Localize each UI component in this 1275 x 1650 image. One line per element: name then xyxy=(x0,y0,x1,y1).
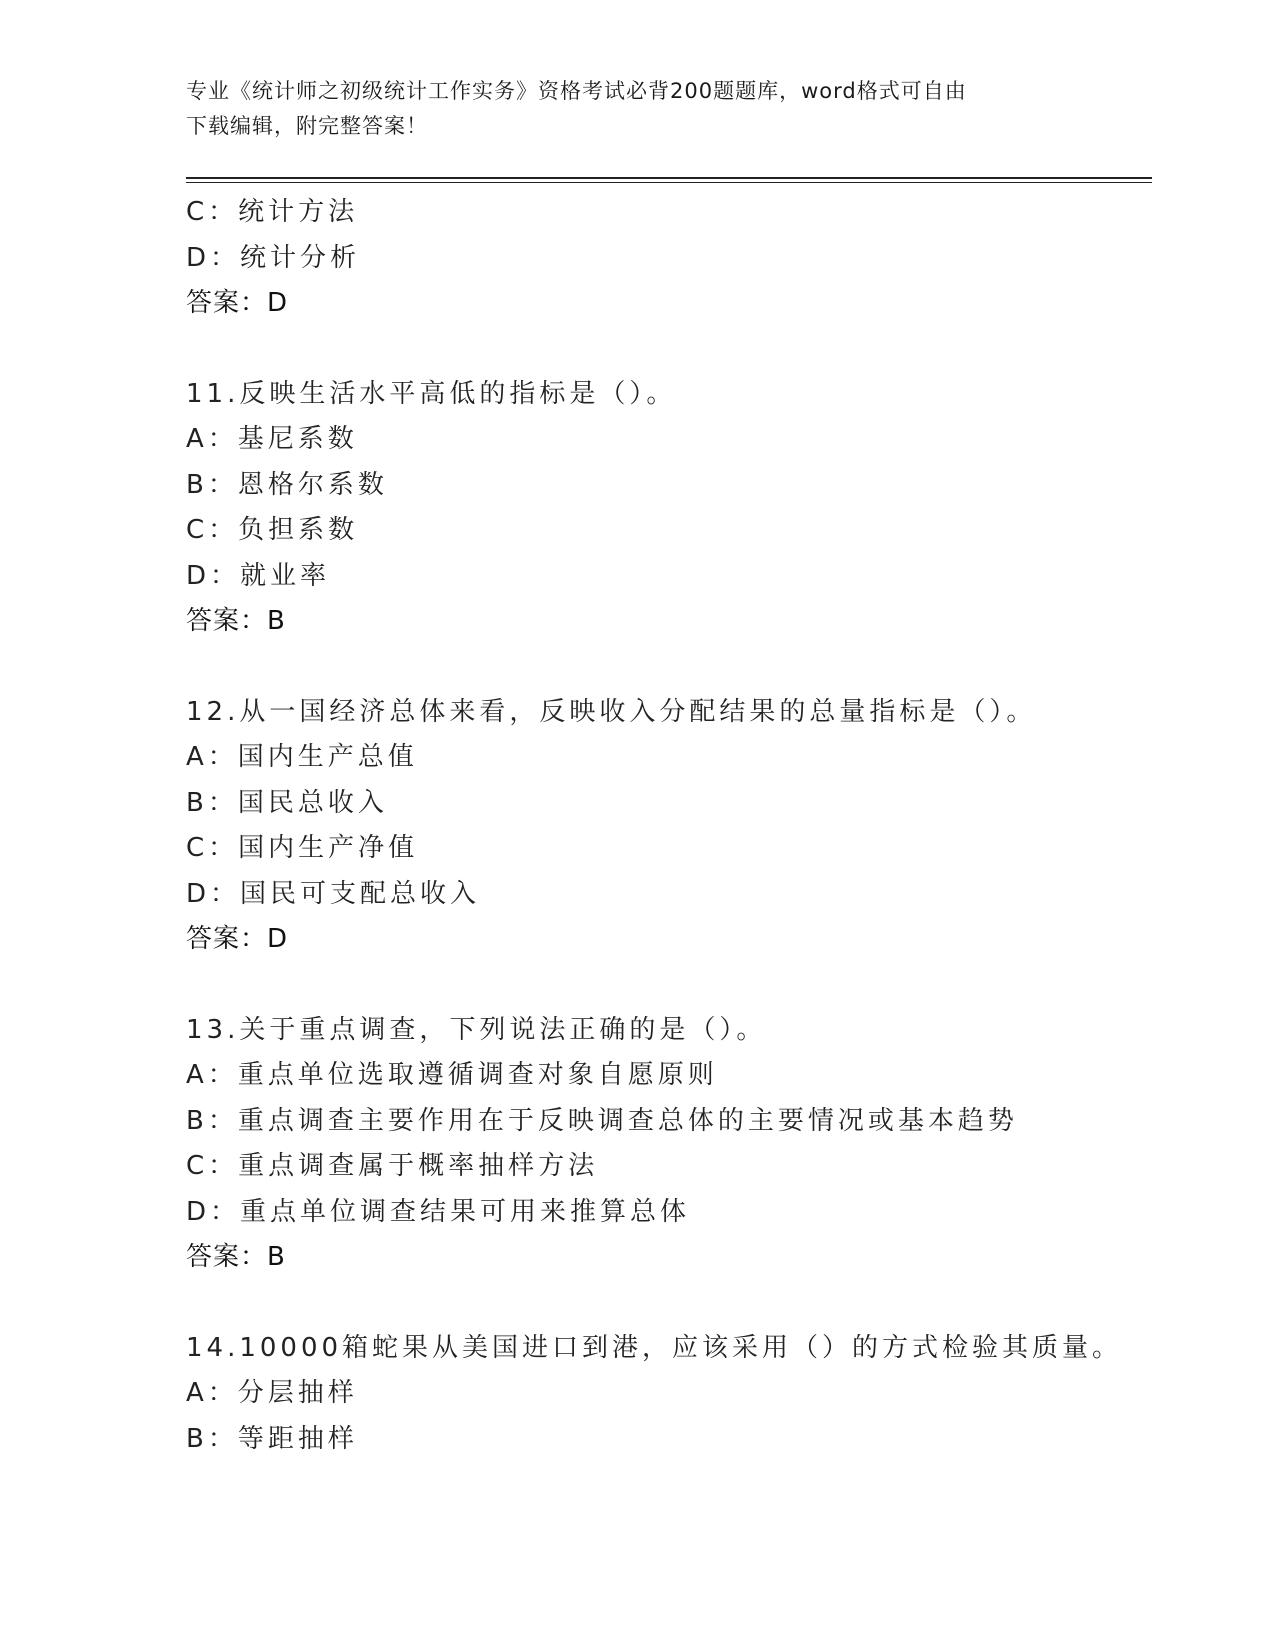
document-header xyxy=(186,74,1086,144)
answer-line: 答案：B xyxy=(186,1242,286,1272)
question-stem: 11.反映生活水平高低的指标是（）。 xyxy=(186,378,677,409)
option-b: B：重点调查主要作用在于反映调查总体的主要情况或基本趋势 xyxy=(186,1105,1018,1136)
option-a: A：国内生产总值 xyxy=(186,742,418,772)
option-b: B：国民总收入 xyxy=(186,787,388,818)
option-a: A：分层抽样 xyxy=(186,1378,358,1408)
option-b: B：等距抽样 xyxy=(186,1423,358,1454)
question-stem: 13.关于重点调查，下列说法正确的是（）。 xyxy=(186,1014,767,1045)
option-d: D：重点单位调查结果可用来推算总体 xyxy=(186,1196,691,1227)
answer-line: 答案：D xyxy=(186,924,289,954)
option-a: A：基尼系数 xyxy=(186,424,358,454)
answer-line: 答案：B xyxy=(186,606,286,636)
answer-line: 答案：D xyxy=(186,288,289,318)
spacer xyxy=(186,1281,1186,1326)
question-stem: 14.10000箱蛇果从美国进口到港，应该采用（）的方式检验其质量。 xyxy=(186,1332,1123,1363)
spacer xyxy=(186,963,1186,1008)
header-divider-thin xyxy=(186,182,1152,183)
question-stem: 12.从一国经济总体来看，反映收入分配结果的总量指标是（）。 xyxy=(186,696,1037,727)
option-c: C：重点调查属于概率抽样方法 xyxy=(186,1151,599,1181)
option-b: B：恩格尔系数 xyxy=(186,469,388,500)
question-11 xyxy=(186,372,1186,645)
question-12 xyxy=(186,690,1186,963)
question-14 xyxy=(186,1326,1186,1463)
spacer xyxy=(186,645,1186,690)
question-13 xyxy=(186,1008,1186,1281)
option-d: D：就业率 xyxy=(186,560,331,591)
option-c: C：负担系数 xyxy=(186,515,359,545)
header-line-1: 专业《统计师之初级统计工作实务》资格考试必背200题题库，word格式可自由 xyxy=(186,79,967,103)
option-d: D：国民可支配总收入 xyxy=(186,878,481,909)
document-body xyxy=(186,190,1186,1462)
header-divider-thick xyxy=(186,177,1152,179)
header-line-2: 下载编辑，附完整答案！ xyxy=(186,114,428,138)
question-10-tail xyxy=(186,190,1186,327)
option-d: D：统计分析 xyxy=(186,242,361,273)
option-a: A：重点单位选取遵循调查对象自愿原则 xyxy=(186,1060,718,1090)
option-c: C：国内生产净值 xyxy=(186,833,419,863)
option-c: C：统计方法 xyxy=(186,197,359,227)
spacer xyxy=(186,327,1186,372)
